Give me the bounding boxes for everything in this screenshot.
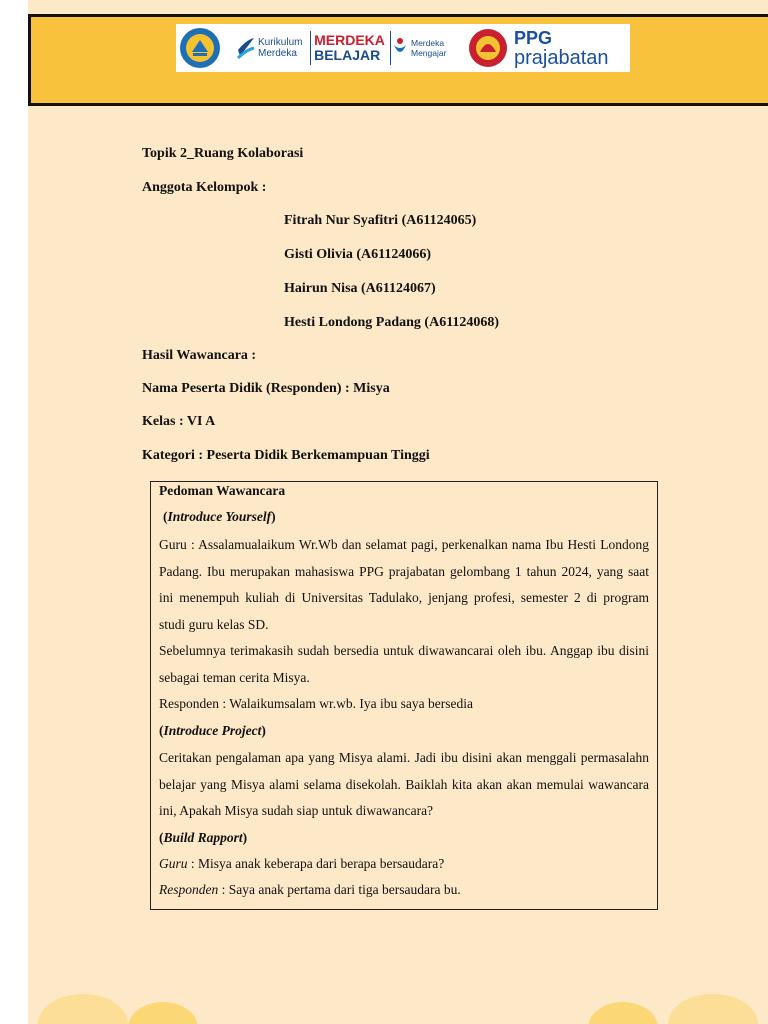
untad-emblem-icon [468,26,508,70]
answer-line: Responden : Saya anak pertama dari tiga bersaudara bu. [159,882,461,897]
ppg-prajabatan-logo [468,24,628,72]
member-item: Fitrah Nur Syafitri (A61124065) [284,213,477,228]
respondent-name: Nama Peserta Didik (Responden) : Misya [142,381,390,396]
mengajar-line2: Mengajar [411,48,447,58]
section-build-rapport: (Build Rapport) [159,830,248,845]
interview-title: Pedoman Wawancara [159,483,286,498]
kurikulum-line1: Kurikulum [258,37,303,48]
paragraph-introduction: Guru : Assalamualaikum Wr.Wb dan selamat pagi, perkenalkan nama Ibu Hesti Londong Padang. Ibu merupakan mahasiswa PPG prajabatan gelombang 1 tahun 2024, yang saat ini menempuh kuliah di Universitas Tadulako, jenjang profesi, semester 2 di program studi guru kelas SD. [159,537,649,632]
section-introduce-yourself: (Introduce Yourself) [163,509,276,524]
question-line: Guru : Misya anak keberapa dari berapa bersaudara? [159,856,445,871]
paragraph-thanks: Sebelumnya terimakasih sudah bersedia untuk diwawancarai oleh ibu. Anggap ibu disini sebagai teman cerita Misya. [159,643,649,685]
merdeka-line2: BELAJAR [314,47,381,63]
document-page [28,0,768,1024]
kurikulum-line2: Merdeka [258,48,297,59]
interview-guide-box [150,481,658,910]
section-introduce-project: (Introduce Project) [159,723,266,738]
merdeka-line1: MERDEKA [314,32,385,48]
logo-strip [176,24,630,72]
merdeka-mengajar-icon [392,37,408,59]
ppg-line2: prajabatan [514,47,609,69]
decor-cloud [128,1002,198,1024]
merdeka-mengajar-logo [392,24,462,72]
ppg-line1: PPG [514,28,553,48]
decor-cloud [668,994,758,1024]
kemdikbud-logo [178,24,224,72]
decor-cloud [588,1002,658,1024]
class-info: Kelas : VI A [142,414,216,429]
decor-cloud [38,994,128,1024]
result-label: Hasil Wawancara : [142,348,257,363]
member-item: Gisti Olivia (A61124066) [284,247,431,262]
category-info: Kategori : Peserta Didik Berkemampuan Tinggi [142,448,430,463]
mengajar-line1: Merdeka [411,38,445,48]
kemdikbud-emblem-icon [178,26,222,70]
kurikulum-swoosh-icon [236,36,256,60]
paragraph-project: Ceritakan pengalaman apa yang Misya alami. Jadi ibu disini akan menggali permasalahn belajar yang Misya alami selama disekolah. Baiklah kita akan akan memulai wawancara ini, Apakah Misya sudah siap untuk diwawancara? [159,750,649,818]
member-item: Hairun Nisa (A61124067) [284,281,436,296]
members-label: Anggota Kelompok : [142,180,267,195]
topic-title: Topik 2_Ruang Kolaborasi [142,146,304,161]
member-item: Hesti Londong Padang (A61124068) [284,315,500,330]
paragraph-response: Responden : Walaikumsalam wr.wb. Iya ibu saya bersedia [159,696,473,711]
merdeka-belajar-logo [310,24,390,72]
kurikulum-merdeka-logo [236,24,310,72]
